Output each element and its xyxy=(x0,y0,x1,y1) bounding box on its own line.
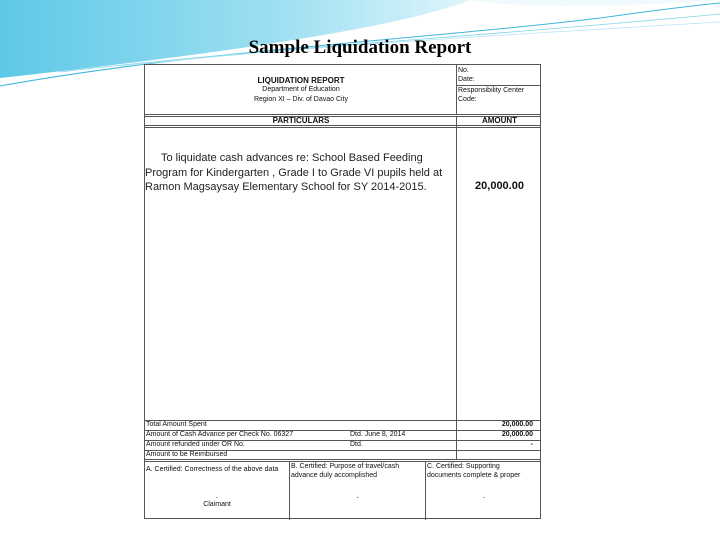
cert-b-dash: - xyxy=(356,495,359,501)
total-spent-label: Total Amount Spent xyxy=(146,421,207,428)
slide-title: Sample Liquidation Report xyxy=(248,37,472,58)
date-rc-divider xyxy=(457,85,540,86)
liquidation-report-form xyxy=(144,64,541,519)
report-date-label: Date: xyxy=(458,76,475,83)
header-rule-bottom-2 xyxy=(145,127,540,128)
cash-advance-date: Dtd. June 8, 2014 xyxy=(350,431,406,438)
report-no-label: No. xyxy=(458,67,469,74)
responsibility-center-label: Responsibility Center xyxy=(458,87,525,94)
total-spent-value: 20,000.00 xyxy=(501,421,533,428)
refunded-value: - xyxy=(530,441,533,448)
code-label: Code: xyxy=(458,96,477,103)
refunded-label: Amount refunded under OR No. xyxy=(146,441,245,448)
cert-c-dash: - xyxy=(483,495,485,501)
amount-header: AMOUNT xyxy=(481,116,518,125)
cert-b-line-1: B. Certified: Purpose of travel/cash xyxy=(291,463,400,470)
cert-a-label: A. Certified: Correctness of the above data xyxy=(146,466,279,473)
cert-divider-bc xyxy=(425,461,426,520)
cert-c-line-2: documents complete & proper xyxy=(427,472,521,479)
cert-a-signatory: Claimant xyxy=(203,501,231,508)
cert-c-label xyxy=(427,462,520,480)
cert-b-label xyxy=(291,462,399,480)
cert-a-dash: - xyxy=(216,495,218,501)
refunded-date: Dtd. xyxy=(350,441,363,448)
particulars-line-2: Program for Kindergarten , Grade I to Grade VI pupils held at xyxy=(145,166,443,179)
cash-advance-label: Amount of Cash Advance per Check No. 06327 xyxy=(146,431,294,438)
report-title: LIQUIDATION REPORT xyxy=(257,76,345,85)
cert-b-line-2: advance duly accomplished xyxy=(291,472,377,479)
particulars-header: PARTICULARS xyxy=(272,116,330,125)
cash-advance-value: 20,000.00 xyxy=(501,431,533,438)
reimbursed-label: Amount to be Reimbursed xyxy=(146,451,228,458)
region-division: Region XI – Div. of Davao City xyxy=(253,96,349,103)
particulars-description xyxy=(145,151,457,195)
cert-rule-1 xyxy=(145,459,540,460)
header-rule-bottom-1 xyxy=(145,125,540,126)
particulars-amount: 20,000.00 xyxy=(475,180,524,192)
cert-c-line-1: C. Certified: Supporting xyxy=(427,463,500,470)
particulars-line-1: To liquidate cash advances re: School Based Feeding xyxy=(161,152,423,164)
cert-divider-ab xyxy=(289,461,290,520)
department-name: Department of Education xyxy=(262,86,340,93)
particulars-line-3: Ramon Magsaysay Elementary School for SY 2014-2015. xyxy=(145,181,427,193)
header-rule-top-1 xyxy=(145,114,540,115)
